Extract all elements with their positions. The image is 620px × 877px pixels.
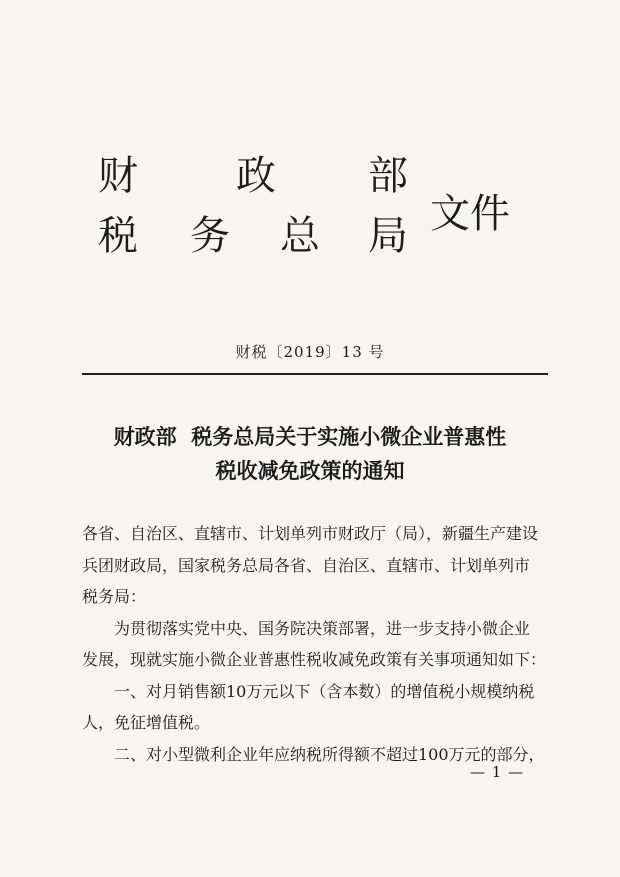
issuer-char: 政 bbox=[236, 153, 276, 199]
issuer-row-finance bbox=[98, 148, 428, 208]
body-line: 二、对小型微利企业年应纳税所得额不超过100万元的部分， bbox=[114, 744, 545, 764]
issuer-char: 务 bbox=[190, 213, 230, 259]
title-line-2: 税收减免政策的通知 bbox=[215, 458, 405, 483]
page-number: — 1 — bbox=[470, 763, 525, 781]
document-number: 财税〔2019〕13 号 bbox=[235, 343, 385, 361]
issuer-char: 部 bbox=[368, 153, 408, 199]
issuer-char: 税 bbox=[98, 213, 138, 259]
issuer-char: 总 bbox=[280, 213, 320, 259]
header-divider bbox=[82, 373, 548, 375]
body-line: 一、对月销售额10万元以下（含本数）的增值税小规模纳税 bbox=[114, 681, 535, 701]
issuer-row-tax bbox=[98, 208, 428, 268]
issuer-char: 局 bbox=[368, 213, 408, 259]
body-line: 税务局： bbox=[82, 587, 147, 606]
body-line: 各省、自治区、直辖市、计划单列市财政厅（局），新疆生产建设 bbox=[82, 524, 539, 543]
body-line: 兵团财政局，国家税务总局各省、自治区、直辖市、计划单列市 bbox=[82, 555, 531, 575]
document-type-label: 文件 bbox=[430, 191, 510, 237]
issuer-block bbox=[98, 148, 428, 268]
body-line: 发展，现就实施小微企业普惠性税收减免政策有关事项通知如下： bbox=[82, 650, 547, 669]
document-title bbox=[0, 420, 620, 488]
document-body bbox=[82, 518, 556, 770]
body-line: 为贯彻落实党中央、国务院决策部署，进一步支持小微企业 bbox=[114, 618, 531, 638]
title-line-1: 财政部 税务总局关于实施小微企业普惠性 bbox=[113, 424, 507, 449]
issuer-char: 财 bbox=[98, 153, 138, 199]
body-line: 人，免征增值税。 bbox=[82, 713, 211, 732]
